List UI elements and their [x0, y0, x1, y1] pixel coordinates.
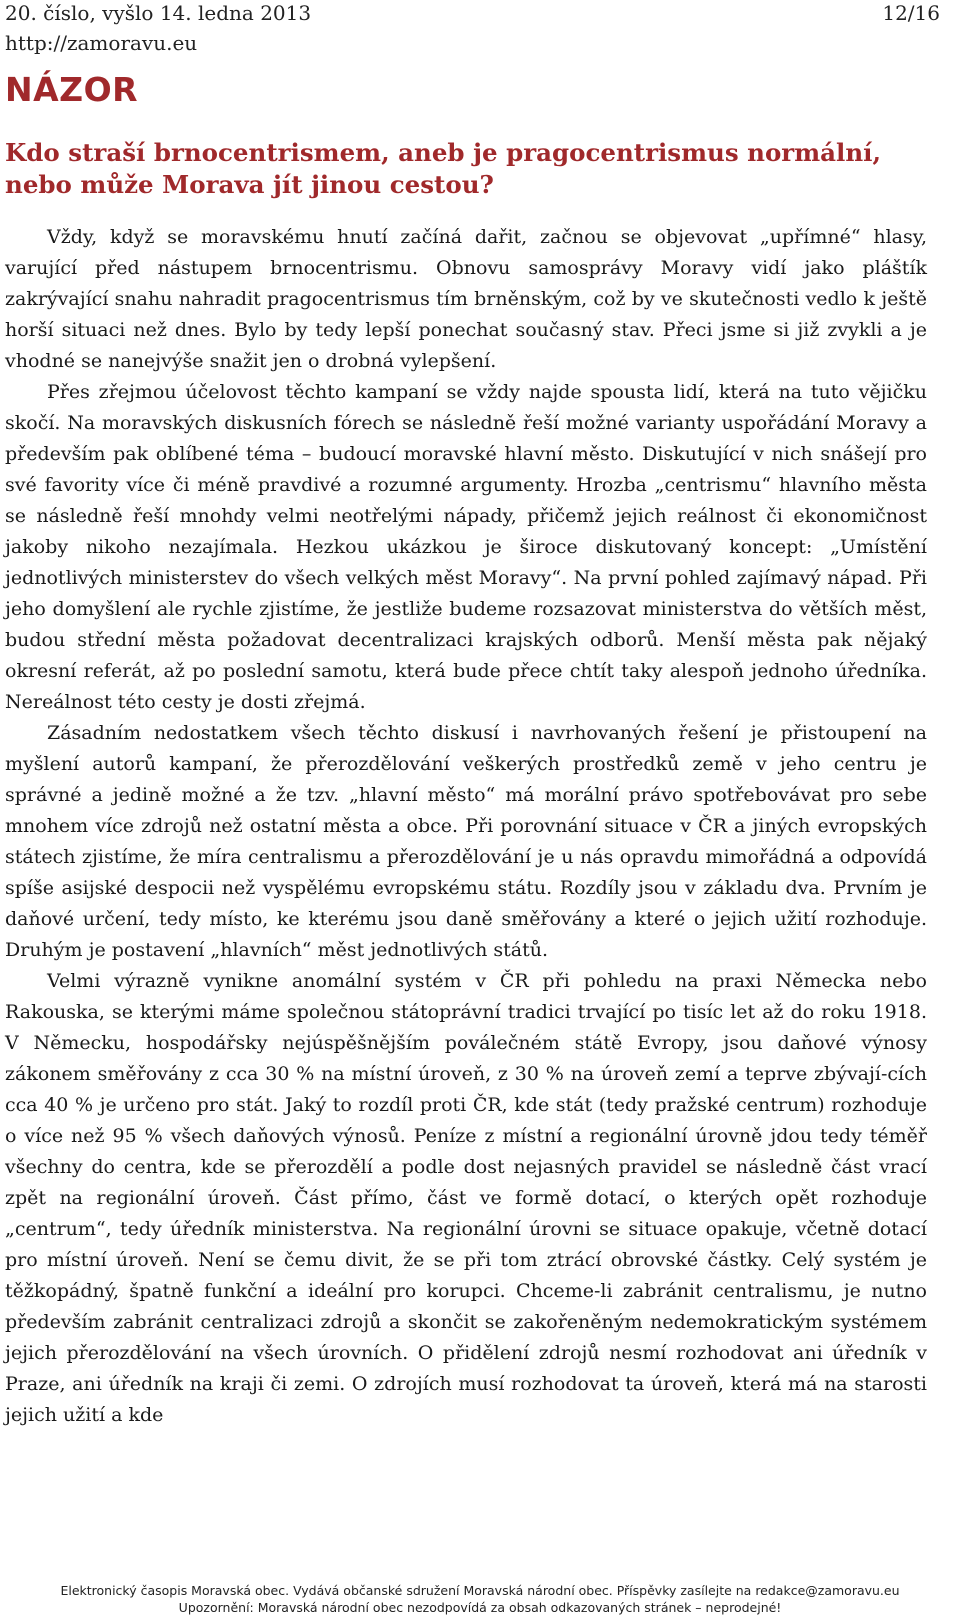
article-paragraph: Zásadním nedostatkem všech těchto diskusí i navrhovaných řešení je přistoupení na myšlení autorů kampaní, že přerozdělování veškerých prostředků země v jeho centru je správné a jedině možné a že tzv. „hlavní město“ má morální právo spotřebovávat pro sebe mnohem více zdrojů než ostatní města a obce. Při porovnání situace v ČR a jiných evropských státech zjistíme, že míra centralismu a přerozdělování je u nás opravdu mimořádná a odpovídá spíše asijské despocii než vyspělému evropskému státu. Rozdíly jsou v základu dva. Prvním je daňové určení, tedy místo, ke kterému jsou daně směřovány a které o jejich užití rozhoduje. Druhým je postavení „hlavních“ měst jednotlivých států.	[5, 722, 927, 961]
site-url[interactable]: http://zamoravu.eu	[5, 31, 198, 55]
article-paragraph: Přes zřejmou účelovost těchto kampaní se vždy najde spousta lidí, která na tuto vějičku skočí. Na moravských diskusních fórech se následně řeší možné varianty uspořádání Moravy a především pak oblíbené téma – budoucí moravské hlavní město. Diskutující v nich snášejí pro své favority více či méně pravdivé a rozumné argumenty. Hrozba „centrismu“ hlavního města se následně řeší mnohdy velmi neotřelými nápady, přičemž jejich reálnost či ekonomičnost jakoby nikoho nezajímala. Hezkou ukázkou je široce diskutovaný koncept: „Umístění jednotlivých ministerstev do všech velkých měst Moravy“. Na první pohled zajímavý nápad. Při jeho domyšlení ale rychle zjistíme, že jestliže budeme rozsazovat ministerstva do větších měst, budou střední města požadovat decentralizaci krajských odborů. Menší města pak nějaký okresní referát, až po poslední samotu, která bude přece chtít taky alespoň jednoho úředníka. Nereálnost této cesty je dosti zřejmá.	[5, 381, 927, 713]
footer-disclaimer-line: Upozornění: Moravská národní obec nezodpovídá za obsah odkazovaných stránek – neprodejné!	[178, 1600, 782, 1615]
article-body	[5, 222, 927, 1431]
article-paragraph: Vždy, když se moravskému hnutí začíná dařit, začnou se objevovat „upřímné“ hlasy, varující před nástupem brnocentrismu. Obnovu samosprávy Moravy vidí jako pláštík zakrývající snahu nahradit pragocentrismus tím brněnským, což by ve skutečnosti vedlo k ještě horší situaci než dnes. Bylo by tedy lepší ponechat současný stav. Přeci jsme si již zvykli a je vhodné se nanejvýše snažit jen o drobná vylepšení.	[5, 226, 927, 372]
page-number: 12/16	[882, 1, 940, 25]
issue-info: 20. číslo, vyšlo 14. ledna 2013	[5, 1, 312, 25]
article-headline: Kdo straší brnocentrismem, aneb je pragocentrismus normální, nebo může Morava jít jinou cestou?	[5, 138, 881, 199]
section-title: NÁZOR	[5, 70, 139, 109]
article-paragraph: Velmi výrazně vynikne anomální systém v ČR při pohledu na praxi Německa nebo Rakouska, se kterými máme společnou státoprávní tradici trvající po tisíc let až do roku 1918. V Německu, hospodářsky nejúspěšnějším poválečném státě Evropy, jsou daňové výnosy zákonem směřovány z cca 30 % na místní úroveň, z 30 % na úroveň zemí a teprve zbývají-cích cca 40 % je určeno pro stát. Jaký to rozdíl proti ČR, kde stát (tedy pražské centrum) rozhoduje o více než 95 % všech daňových výnosů. Peníze z místní a regionální úrovně jdou tedy téměř všechny do centra, kde se přerozdělí a podle dost nejasných pravidel se následně část vrací zpět na regionální úroveň. Část přímo, část ve formě dotací, o kterých opět rozhoduje „centrum“, tedy úředník ministerstva. Na regionální úrovni se situace opakuje, včetně dotací pro místní úroveň. Není se čemu divit, že se při tom ztrácí obrovské částky. Celý systém je těžkopádný, špatně funkční a ideální pro korupci. Chceme-li zabránit centralismu, je nutno především zabránit centralizaci zdrojů a skončit se zakořeněným nedemokratickým systémem jejich přerozdělování na všech úrovních. O přidělení zdrojů nesmí rozhodovat ani úředník v Praze, ani úředník na kraji či zemi. O zdrojích musí rozhodovat ta úroveň, která má na starosti jejich užití a kde	[5, 970, 927, 1426]
issue-header	[5, 0, 940, 26]
footer-publisher-line: Elektronický časopis Moravská obec. Vydává občanské sdružení Moravská národní obec. Příspěvky zasílejte na redakce@zamoravu.eu	[60, 1583, 900, 1598]
page-footer	[0, 1582, 960, 1616]
